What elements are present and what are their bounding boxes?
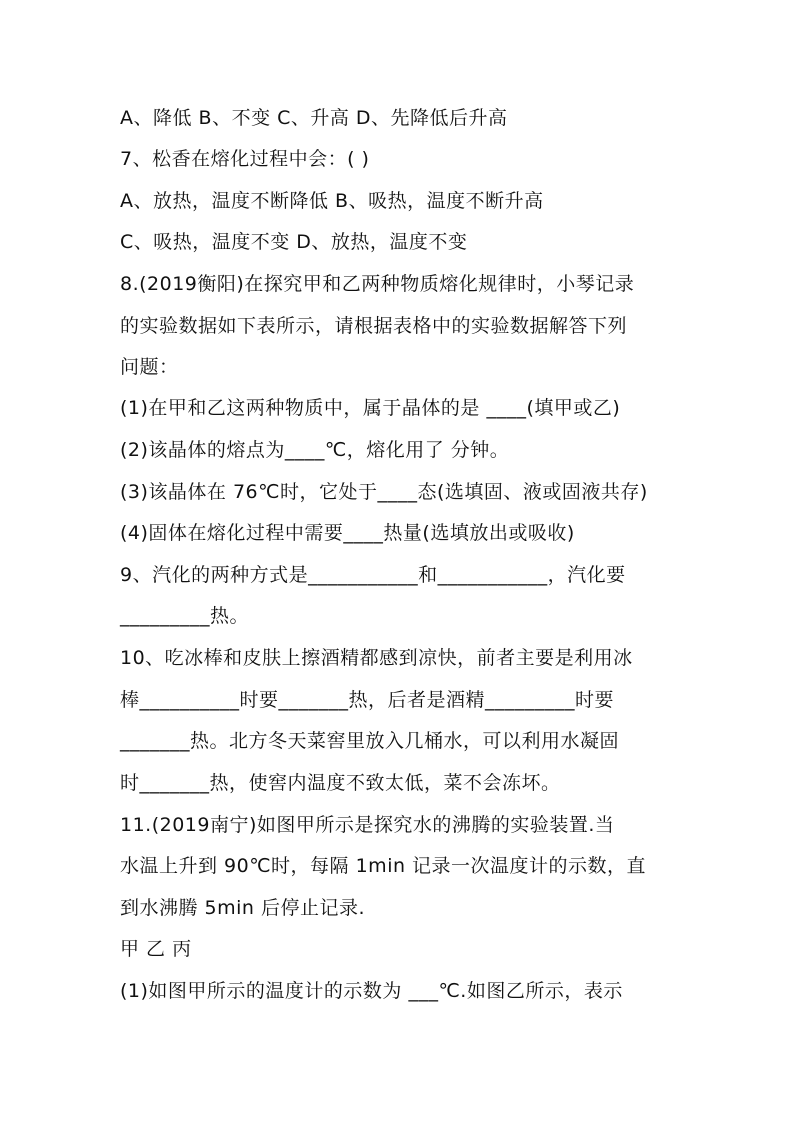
question-7-options-ab: A、放热，温度不断降低 B、吸热，温度不断升高 xyxy=(120,190,544,212)
question-10: 10、吃冰棒和皮肤上擦酒精都感到凉快，前者主要是利用冰 xyxy=(120,647,633,669)
text-line: 问题： xyxy=(120,356,179,378)
question-8-part-2: (2)该晶体的熔点为____℃，熔化用了 分钟。 xyxy=(120,439,510,461)
text-line: _________热。 xyxy=(120,605,250,627)
question-11: 11.(2019南宁)如图甲所示是探究水的沸腾的实验装置.当 xyxy=(120,814,615,836)
text-line: A、降低 B、不变 C、升高 D、先降低后升高 xyxy=(120,107,508,129)
question-8-part-3: (3)该晶体在 76℃时，它处于____态(选填固、液或固液共存) xyxy=(120,481,648,503)
text-line: 的实验数据如下表所示，请根据表格中的实验数据解答下列 xyxy=(120,315,628,337)
text-line: _______热。北方冬天菜窖里放入几桶水，可以利用水凝固 xyxy=(120,730,620,752)
figure-labels: 甲 乙 丙 xyxy=(120,938,192,960)
question-7: 7、松香在熔化过程中会：( ) xyxy=(120,148,370,170)
question-8-part-4: (4)固体在熔化过程中需要____热量(选填放出或吸收) xyxy=(120,522,575,544)
question-9: 9、汽化的两种方式是___________和___________，汽化要 xyxy=(120,564,626,586)
text-line: 水温上升到 90℃时，每隔 1min 记录一次温度计的示数，直 xyxy=(120,855,647,877)
question-11-part-1: (1)如图甲所示的温度计的示数为 ___℃.如图乙所示，表示 xyxy=(120,980,623,1002)
text-line: 到水沸腾 5min 后停止记录. xyxy=(120,897,366,919)
text-line: 棒__________时要_______热，后者是酒精_________时要 xyxy=(120,689,615,711)
question-7-options-cd: C、吸热，温度不变 D、放热，温度不变 xyxy=(120,231,468,253)
question-8-part-1: (1)在甲和乙这两种物质中，属于晶体的是 ____(填甲或乙) xyxy=(120,397,621,419)
text-line: 时_______热，使窖内温度不致太低，菜不会冻坏。 xyxy=(120,772,561,794)
question-8: 8.(2019衡阳)在探究甲和乙两种物质熔化规律时，小琴记录 xyxy=(120,273,635,295)
